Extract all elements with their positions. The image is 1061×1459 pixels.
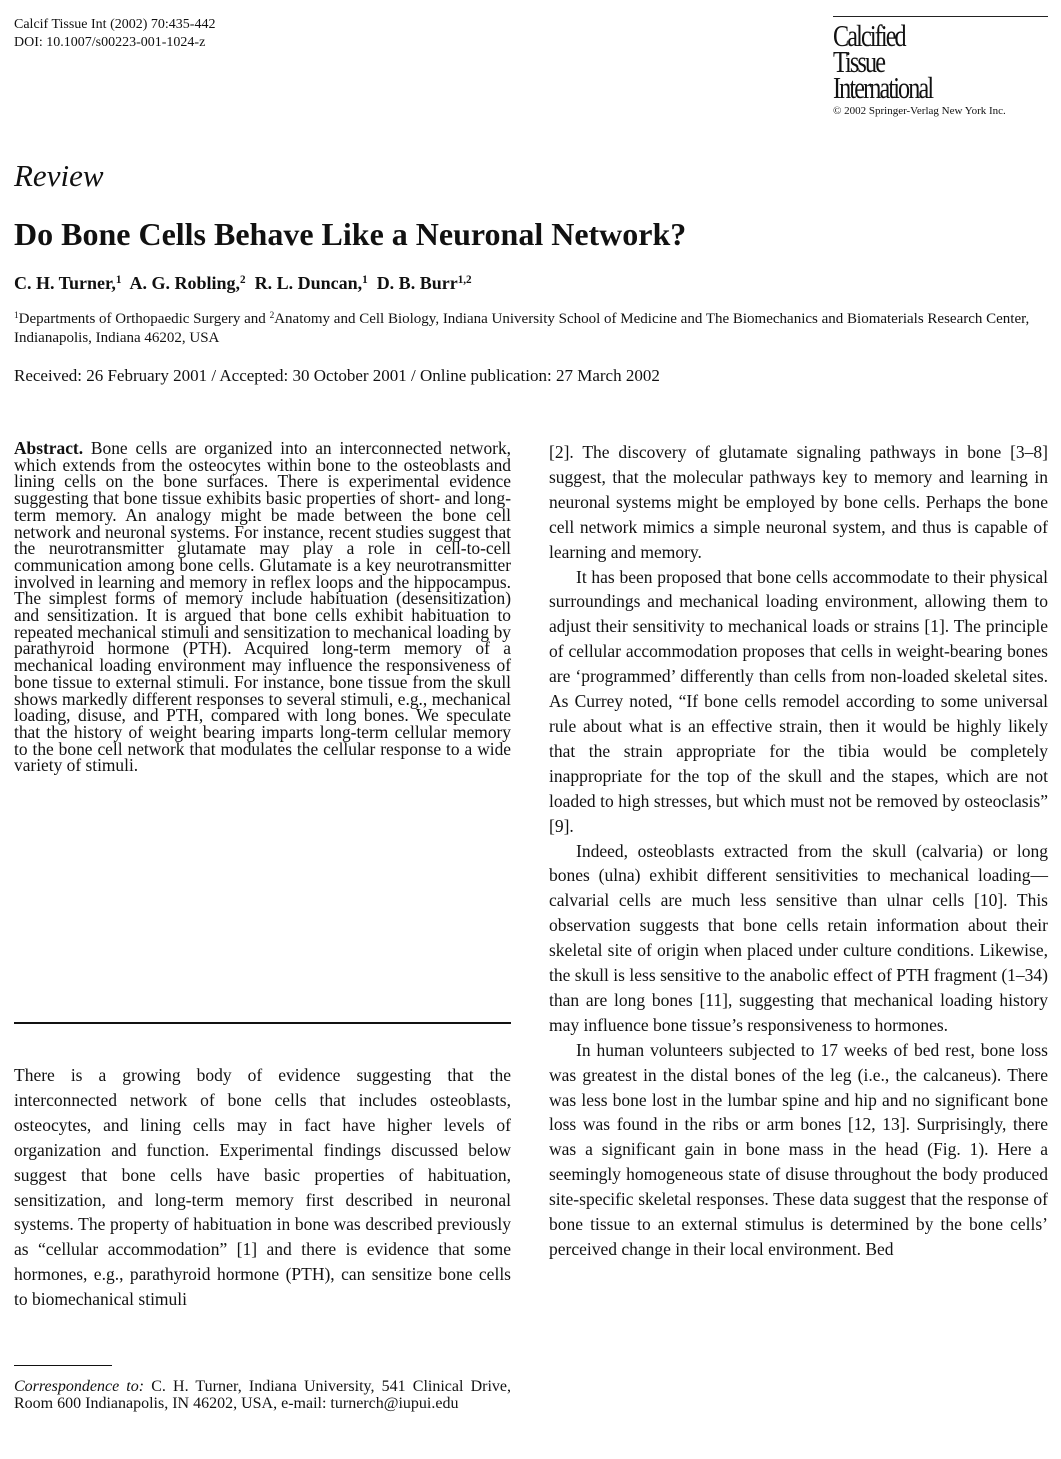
affiliations	[14, 310, 1048, 348]
footnote-divider	[14, 1365, 112, 1366]
article-title: Do Bone Cells Behave Like a Neuronal Network?	[14, 216, 687, 252]
logo-word-calcified: Calcified	[833, 18, 905, 53]
author-name: R. L. Duncan,	[254, 273, 363, 293]
author-affiliation-mark: 2	[240, 273, 246, 286]
journal-logo	[833, 16, 1048, 117]
author-affiliation-mark: 1,2	[457, 273, 472, 286]
affiliation-mark: 1	[14, 310, 19, 321]
correspondence-footnote	[14, 1378, 511, 1412]
journal-line: Calcif Tissue Int (2002) 70:435-442	[14, 17, 216, 32]
body-paragraph: There is a growing body of evidence suggesting that the interconnected network of bone cells that includes osteoblasts, osteocytes, and lining cells may in fact have higher levels of organization and function. Experimental findings discussed below suggest that bone cells have basic properties of habituation, sensitization, and long-term memory first described in neuronal systems. The property of habituation in bone was described previously as “cellular accommodation” [1] and there is evidence that some hormones, e.g., parathyroid hormone (PTH), can sensitize bone cells to biomechanical stimuli	[14, 1065, 511, 1310]
author-affiliation-mark: 1	[115, 273, 122, 286]
footnote-text: C. H. Turner, Indiana University, 541 Clinical Drive, Room 600 Indianapolis, IN 46202, USA, e-mail: turnerch@iupui.edu	[14, 1378, 511, 1412]
affiliation-mark: 2	[269, 310, 275, 321]
copyright-notice: © 2002 Springer-Verlag New York Inc.	[833, 105, 1006, 117]
author-affiliation-mark: 1	[362, 273, 368, 286]
abstract-heading: Abstract.	[14, 438, 84, 458]
abstract-text: Bone cells are organized into an interconnected network, which extends from the osteocytes within bone to the osteoblasts and lining cells on the bone surfaces. There is experimental evidence suggesting that bone tissue exhibits basic properties of short- and long-term memory. An analogy might be made between the bone cell network and neuronal systems. For instance, recent studies suggest that the neurotransmitter glutamate may play a role in cell-to-cell communication among bone cells. Glutamate is a key neurotransmitter involved in learning and memory in reflex loops and the hippocampus. The simplest forms of memory include habituation (desensitization) and sensitization. It is argued that bone cells exhibit habituation to repeated mechanical stimuli and sensitization to mechanical loading by parathyroid hormone (PTH). Acquired long-term memory of a mechanical loading environment may influence the responsiveness of bone tissue to external stimuli. For instance, bone tissue from the skull shows markedly different responses to several stimuli, e.g., mechanical loading, disuse, and PTH, compared with long bones. We speculate that the history of weight bearing imparts long-term cellular memory to the bone cell network that modulates the cellular response to a wide variety of stimuli.	[14, 438, 511, 776]
body-column-left	[14, 1063, 511, 1312]
abstract-divider	[14, 1022, 511, 1024]
journal-citation	[14, 16, 215, 52]
footnote-lead: Correspondence to:	[14, 1378, 145, 1395]
author-name: A. G. Robling,	[129, 273, 240, 293]
author-name: C. H. Turner,	[14, 273, 116, 293]
logo-rule	[833, 16, 1048, 17]
body-paragraph: It has been proposed that bone cells accommodate to their physical surroundings and mechanical loading environment, allowing them to adjust their sensitivity to mechanical loads or strains [1]. The principle of cellular accommodation proposes that cells in weight-bearing bones are ‘programmed’ differently than cells from non-loaded skeletal sites. As Currey noted, “If bone cells remodel according to some universal rule about what is an effective strain, then it would be highly likely that the strain appropriate for the tibia would be completely inappropriate for the top of the skull and the stapes, which are not loaded to high stresses, but which must not be removed by osteoclasis” [9].	[549, 566, 1048, 836]
section-label: Review	[14, 158, 104, 193]
body-column-right	[549, 440, 1048, 1262]
author-list	[14, 270, 472, 296]
body-paragraph: Indeed, osteoblasts extracted from the skull (calvaria) or long bones (ulna) exhibit different sensitivities to mechanical loading—calvarial cells are much less sensitive than ulnar cells [10]. This observation suggests that bone cells retain information about their skeletal site of origin when placed under culture conditions. Likewise, the skull is less sensitive to the anabolic effect of PTH fragment (1–34) than are long bones [11], suggesting that mechanical loading history may influence bone tissue’s responsiveness to hormones.	[549, 840, 1048, 1035]
publication-history: Received: 26 February 2001 / Accepted: 30 October 2001 / Online publication: 27 March 2002	[14, 366, 660, 385]
author-name: D. B. Burr	[376, 273, 458, 293]
logo-word-tissue: Tissue	[833, 44, 885, 79]
affiliation-text: Departments of Orthopaedic Surgery and	[18, 311, 270, 327]
abstract	[14, 440, 511, 774]
affiliation-text: Anatomy and Cell Biology, Indiana University School of Medicine and The Biomechanics and Biomaterials Research Center, Indianapolis, Indiana 46202, USA	[14, 311, 1030, 346]
logo-word-international: International	[833, 70, 933, 105]
body-paragraph: [2]. The discovery of glutamate signaling pathways in bone [3–8] suggest, that the molecular pathways key to memory and learning in neuronal systems might be employed by bone cells. Perhaps the bone cell network mimics a simple neuronal system, and thus is capable of learning and memory.	[549, 442, 1048, 562]
body-paragraph: In human volunteers subjected to 17 weeks of bed rest, bone loss was greatest in the distal bones of the leg (i.e., the calcaneus). There was less bone lost in the lumbar spine and hip and no significant bone loss was found in the ribs or arm bones [12, 13]. Surprisingly, there was a significant gain in bone mass in the head (Fig. 1). Here a seemingly homogeneous state of disuse throughout the body produced site-specific skeletal responses. These data suggest that the response of bone tissue to an external stimulus is determined by the bone cells’ perceived change in their local environment. Bed	[549, 1039, 1048, 1259]
doi-line: DOI: 10.1007/s00223-001-1024-z	[14, 35, 206, 50]
